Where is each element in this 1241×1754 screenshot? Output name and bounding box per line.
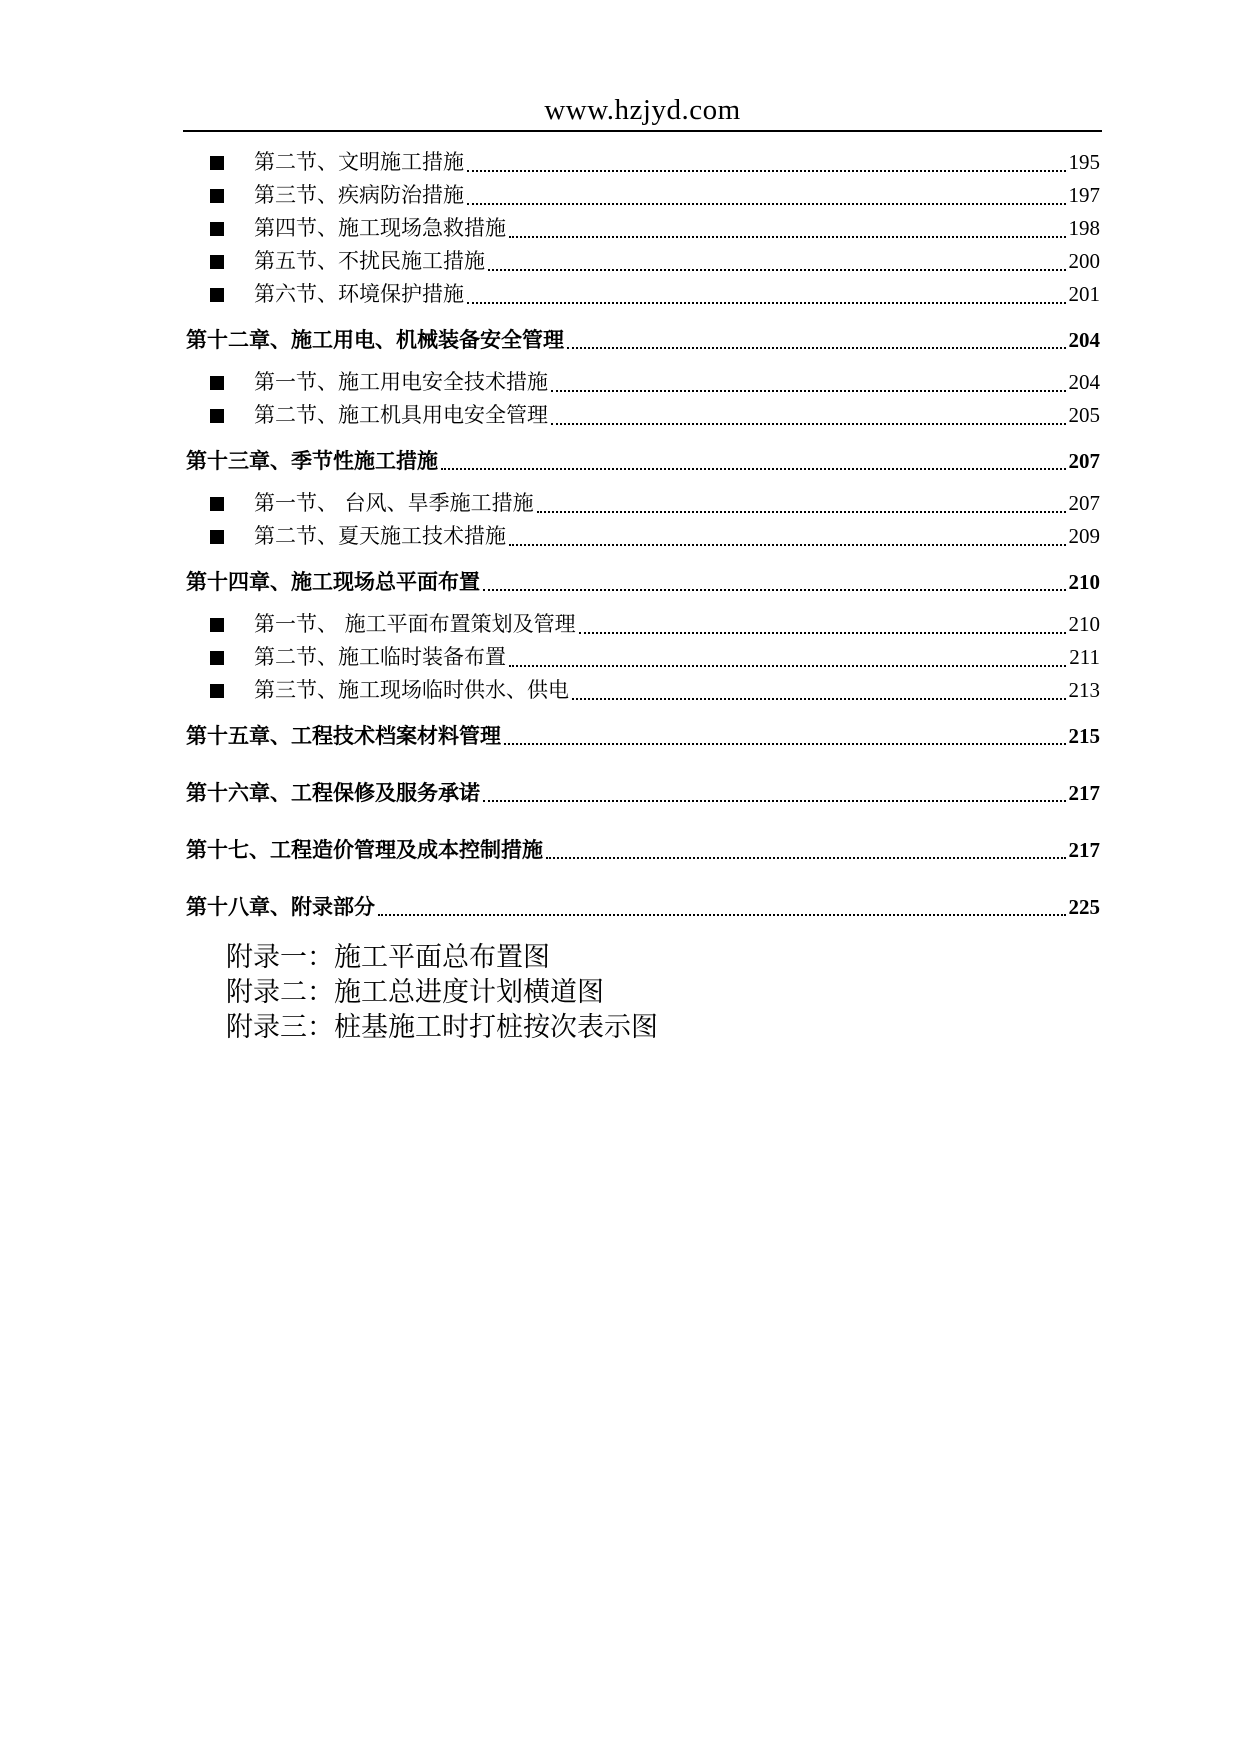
toc-page-number: 213 (1068, 678, 1100, 702)
toc-page-number: 207 (1068, 449, 1100, 473)
table-of-contents (186, 146, 1100, 933)
dot-leader (483, 569, 1066, 591)
toc-chapter-entry[interactable] (186, 565, 1100, 598)
toc-entry-title: 第二节、施工机具用电安全管理 (254, 403, 548, 427)
page-header (183, 90, 1102, 132)
toc-chapter-entry[interactable] (186, 890, 1100, 923)
toc-entry-title: 第十五章、工程技术档案材料管理 (186, 723, 501, 748)
dot-leader (467, 183, 1066, 205)
toc-page-number: 205 (1068, 403, 1100, 427)
toc-page-number: 217 (1068, 838, 1100, 862)
dot-leader (504, 723, 1066, 745)
square-bullet-icon (210, 288, 224, 302)
toc-entry-title: 第十三章、季节性施工措施 (186, 448, 438, 473)
toc-entry-title: 第二节、夏天施工技术措施 (254, 524, 506, 548)
dot-leader (509, 524, 1066, 546)
toc-page-number: 198 (1068, 216, 1100, 240)
toc-page-number: 209 (1068, 524, 1100, 548)
toc-page-number: 211 (1069, 645, 1100, 669)
dot-leader (467, 150, 1066, 172)
square-bullet-icon (210, 497, 224, 511)
dot-leader (509, 216, 1066, 238)
toc-section-entry[interactable] (186, 278, 1100, 311)
toc-entry-title: 第六节、环境保护措施 (254, 282, 464, 306)
square-bullet-icon (210, 530, 224, 544)
toc-page-number: 197 (1068, 183, 1100, 207)
toc-chapter-entry[interactable] (186, 833, 1100, 866)
dot-leader (546, 837, 1066, 859)
toc-section-entry[interactable] (186, 487, 1100, 520)
square-bullet-icon (210, 222, 224, 236)
toc-section-entry[interactable] (186, 608, 1100, 641)
toc-page-number: 210 (1068, 612, 1100, 636)
square-bullet-icon (210, 376, 224, 390)
dot-leader (567, 327, 1066, 349)
toc-chapter-entry[interactable] (186, 776, 1100, 809)
toc-section-entry[interactable] (186, 399, 1100, 432)
dot-leader (537, 491, 1066, 513)
toc-page-number: 200 (1068, 249, 1100, 273)
toc-entry-title: 第十七、工程造价管理及成本控制措施 (186, 837, 543, 862)
dot-leader (467, 282, 1066, 304)
toc-entry-title: 第一节、 台风、旱季施工措施 (254, 491, 534, 515)
appendix-item: 附录二：施工总进度计划横道图 (226, 977, 604, 1008)
toc-page-number: 204 (1068, 328, 1100, 352)
dot-leader (572, 678, 1066, 700)
toc-entry-title: 第十六章、工程保修及服务承诺 (186, 780, 480, 805)
dot-leader (378, 894, 1066, 916)
dot-leader (509, 645, 1066, 667)
appendix-item: 附录三：桩基施工时打桩按次表示图 (226, 1012, 658, 1043)
toc-entry-title: 第四节、施工现场急救措施 (254, 216, 506, 240)
toc-section-entry[interactable] (186, 520, 1100, 553)
toc-entry-title: 第十四章、施工现场总平面布置 (186, 569, 480, 594)
toc-section-entry[interactable] (186, 146, 1100, 179)
dot-leader (488, 249, 1066, 271)
toc-chapter-entry[interactable] (186, 444, 1100, 477)
appendix-list (226, 940, 658, 1045)
toc-chapter-entry[interactable] (186, 323, 1100, 356)
dot-leader (551, 403, 1066, 425)
dot-leader (579, 612, 1066, 634)
dot-leader (441, 448, 1066, 470)
toc-section-entry[interactable] (186, 366, 1100, 399)
toc-page-number: 204 (1068, 370, 1100, 394)
square-bullet-icon (210, 618, 224, 632)
toc-section-entry[interactable] (186, 674, 1100, 707)
toc-entry-title: 第三节、疾病防治措施 (254, 183, 464, 207)
toc-entry-title: 第十八章、附录部分 (186, 894, 375, 919)
toc-page-number: 201 (1068, 282, 1100, 306)
toc-entry-title: 第三节、施工现场临时供水、供电 (254, 678, 569, 702)
toc-entry-title: 第五节、不扰民施工措施 (254, 249, 485, 273)
dot-leader (483, 780, 1066, 802)
toc-entry-title: 第二节、文明施工措施 (254, 150, 464, 174)
toc-page-number: 217 (1068, 781, 1100, 805)
toc-page-number: 207 (1068, 491, 1100, 515)
toc-section-entry[interactable] (186, 212, 1100, 245)
square-bullet-icon (210, 684, 224, 698)
square-bullet-icon (210, 651, 224, 665)
toc-page-number: 225 (1068, 895, 1100, 919)
toc-section-entry[interactable] (186, 245, 1100, 278)
toc-entry-title: 第二节、施工临时装备布置 (254, 645, 506, 669)
square-bullet-icon (210, 409, 224, 423)
toc-chapter-entry[interactable] (186, 719, 1100, 752)
square-bullet-icon (210, 156, 224, 170)
square-bullet-icon (210, 255, 224, 269)
appendix-item: 附录一：施工平面总布置图 (226, 942, 550, 973)
header-site-url: www.hzjyd.com (544, 94, 741, 126)
toc-entry-title: 第一节、施工用电安全技术措施 (254, 370, 548, 394)
toc-section-entry[interactable] (186, 179, 1100, 212)
square-bullet-icon (210, 189, 224, 203)
toc-page-number: 215 (1068, 724, 1100, 748)
toc-page-number: 195 (1068, 150, 1100, 174)
toc-page-number: 210 (1068, 570, 1100, 594)
toc-section-entry[interactable] (186, 641, 1100, 674)
dot-leader (551, 370, 1066, 392)
toc-entry-title: 第一节、 施工平面布置策划及管理 (254, 612, 576, 636)
toc-entry-title: 第十二章、施工用电、机械装备安全管理 (186, 327, 564, 352)
